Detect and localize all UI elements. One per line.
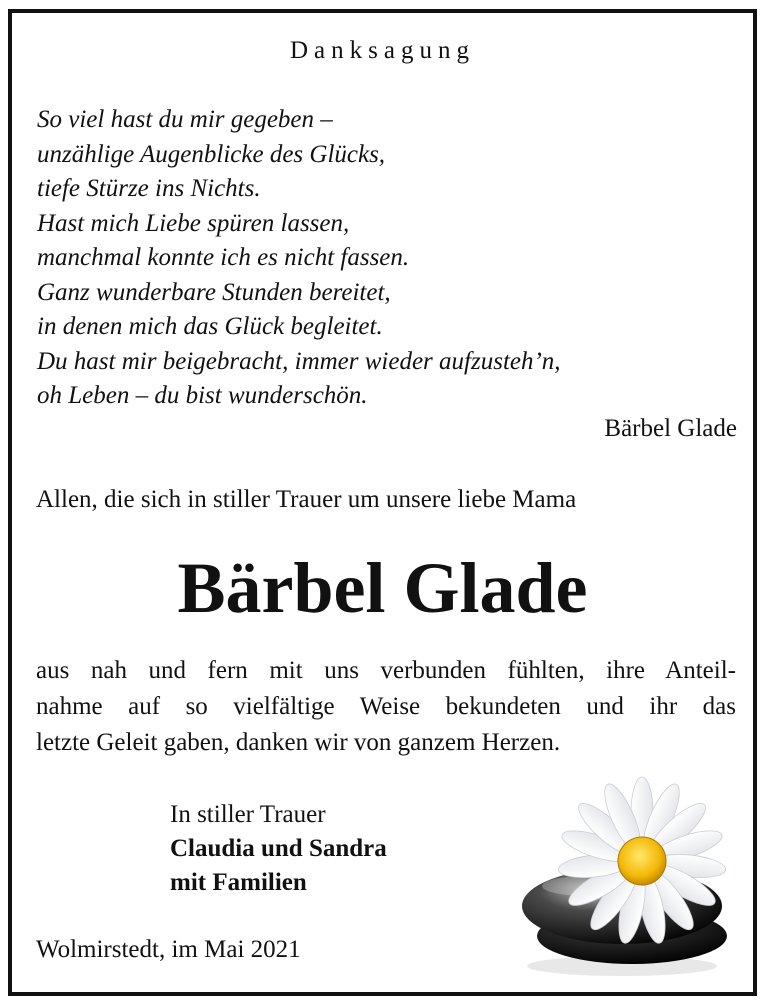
poem <box>37 103 561 414</box>
deceased-name: Bärbel Glade <box>177 548 588 628</box>
place-date: Wolmirstedt, im Mai 2021 <box>36 936 301 963</box>
poem-line: Du hast mir beigebracht, immer wieder aufzusteh’n, <box>37 347 561 375</box>
signature-names: Claudia und Sandra <box>170 835 387 862</box>
poem-line: manchmal konnte ich es nicht fassen. <box>37 244 410 271</box>
poem-line: in denen mich das Glück begleitet. <box>37 313 383 340</box>
heading: Danksagung <box>290 37 475 64</box>
poem-line: Hast mich Liebe spüren lassen, <box>37 209 350 237</box>
poem-author: Bärbel Glade <box>604 415 737 442</box>
poem-line: So viel hast du mir gegeben – <box>37 106 333 133</box>
thanks-line: nahme auf so vielfältige Weise bekundeten und ihr das <box>36 693 736 720</box>
poem-line: Ganz wunderbare Stunden bereitet, <box>37 278 391 306</box>
signature-families: mit Familien <box>170 869 307 896</box>
poem-line: tiefe Stürze ins Nichts. <box>37 175 261 202</box>
poem-line: oh Leben – du bist wunderschön. <box>37 382 368 409</box>
poem-line: unzählige Augenblicke des Glücks, <box>37 140 386 168</box>
thanks-text <box>36 653 736 761</box>
thanks-line: letzte Geleit gaben, danken wir von ganzem Herzen. <box>36 729 561 756</box>
thanks-line: aus nah und fern mit uns verbunden fühlten, ihre Anteil- <box>36 657 736 684</box>
daisy-on-stones-icon <box>512 771 742 981</box>
signature <box>170 798 387 900</box>
signature-line: In stiller Trauer <box>170 801 326 828</box>
obituary-card <box>8 9 757 996</box>
intro-text: Allen, die sich in stiller Trauer um unsere liebe Mama <box>36 486 577 513</box>
